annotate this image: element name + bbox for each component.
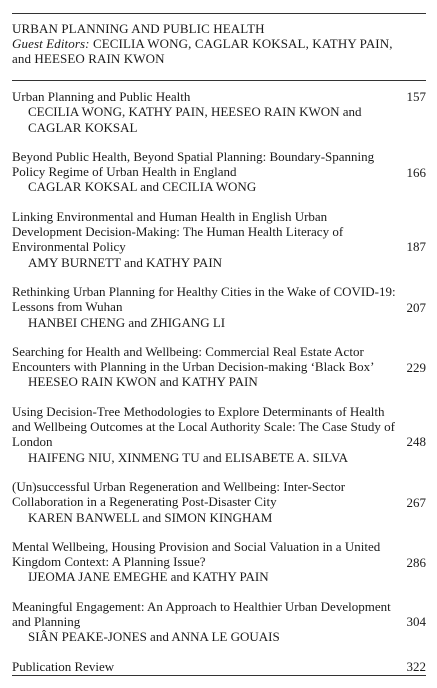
top-rule bbox=[12, 13, 426, 14]
issue-title: URBAN PLANNING AND PUBLIC HEALTH bbox=[12, 21, 265, 36]
page-number: 267 bbox=[406, 494, 426, 510]
toc-entry[interactable] bbox=[12, 149, 426, 195]
page-number: 322 bbox=[406, 658, 426, 674]
guest-editors bbox=[12, 36, 426, 51]
toc-entry[interactable] bbox=[12, 344, 426, 390]
toc-entry[interactable] bbox=[12, 284, 426, 330]
page-number: 187 bbox=[406, 239, 426, 255]
header-rule bbox=[12, 80, 426, 81]
guest-editors-label: Guest Editors: bbox=[12, 36, 90, 51]
toc-entry[interactable] bbox=[12, 89, 426, 135]
article-authors: HEESEO RAIN KWON and KATHY PAIN bbox=[28, 374, 258, 390]
page-number: 229 bbox=[406, 359, 426, 375]
guest-editors-names-line2: and HEESEO RAIN KWON bbox=[12, 51, 165, 66]
article-authors: KAREN BANWELL and SIMON KINGHAM bbox=[28, 509, 273, 525]
article-authors: CECILIA WONG, KATHY PAIN, HEESEO RAIN KWON and bbox=[28, 104, 362, 120]
article-title: Meaningful Engagement: An Approach to Healthier Urban Development and Planning bbox=[12, 598, 391, 630]
article-title: Publication Review bbox=[12, 658, 115, 674]
bottom-rule bbox=[12, 675, 426, 676]
page-number: 157 bbox=[406, 89, 426, 104]
toc-entry[interactable] bbox=[12, 479, 426, 525]
issue-header bbox=[12, 21, 426, 66]
article-authors: HAIFENG NIU, XINMENG TU and ELISABETE A. SILVA bbox=[28, 449, 349, 465]
article-authors: CAGLAR KOKSAL and CECILIA WONG bbox=[28, 179, 257, 195]
contents-list bbox=[12, 89, 426, 688]
page-number: 248 bbox=[406, 434, 426, 450]
toc-entry[interactable] bbox=[12, 539, 426, 585]
article-title: Beyond Public Health, Beyond Spatial Planning: Boundary-Spanning Policy Regime of Urban Health in England bbox=[12, 148, 375, 180]
toc-entry[interactable] bbox=[12, 659, 426, 674]
toc-entry[interactable] bbox=[12, 404, 426, 465]
article-title: (Un)successful Urban Regeneration and Wellbeing: Inter-Sector Collaboration in a Regenerating Post-Disaster City bbox=[12, 478, 346, 510]
article-title: Rethinking Urban Planning for Healthy Cities in the Wake of COVID-19: Lessons from Wuhan bbox=[12, 283, 396, 315]
article-title: Searching for Health and Wellbeing: Commercial Real Estate Actor Encounters with Planning in the Urban Decision-making ‘Black Box’ bbox=[12, 343, 375, 375]
article-authors: HANBEI CHENG and ZHIGANG LI bbox=[28, 314, 226, 330]
page-number: 166 bbox=[406, 164, 426, 180]
guest-editors-names-line1: CECILIA WONG, CAGLAR KOKSAL, KATHY PAIN, bbox=[89, 36, 393, 51]
article-authors: AMY BURNETT and KATHY PAIN bbox=[28, 254, 223, 270]
page-number: 304 bbox=[406, 614, 426, 630]
toc-entry[interactable] bbox=[12, 599, 426, 645]
page-number: 207 bbox=[406, 299, 426, 315]
article-authors: CAGLAR KOKSAL bbox=[28, 119, 138, 135]
article-title: Urban Planning and Public Health bbox=[12, 89, 191, 104]
article-title: Using Decision-Tree Methodologies to Explore Determinants of Health and Wellbeing Outcomes at the Local Authority Scale: The Case Study of London bbox=[12, 403, 395, 450]
article-title: Mental Wellbeing, Housing Provision and Social Valuation in a United Kingdom Context: A Planning Issue? bbox=[12, 538, 381, 570]
article-authors: SIÂN PEAKE-JONES and ANNA LE GOUAIS bbox=[28, 629, 280, 645]
article-authors: IJEOMA JANE EMEGHE and KATHY PAIN bbox=[28, 569, 269, 585]
toc-entry[interactable] bbox=[12, 209, 426, 270]
page-number: 286 bbox=[406, 554, 426, 570]
article-title: Linking Environmental and Human Health in English Urban Development Decision-Making: The Human Health Literacy of Environmental Policy bbox=[12, 208, 344, 255]
